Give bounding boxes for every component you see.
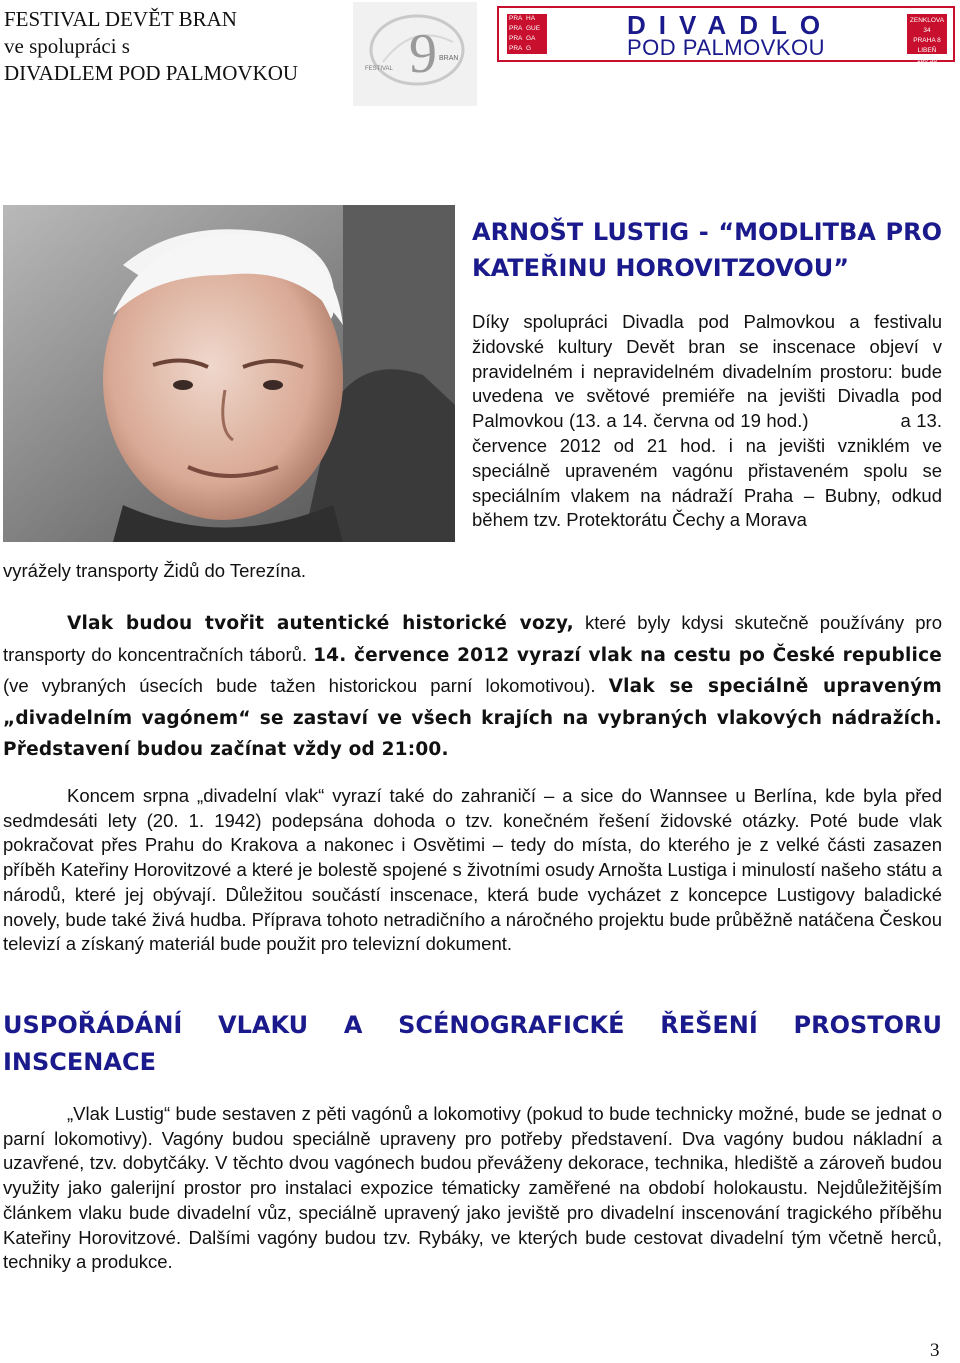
page-number: 3	[930, 1340, 940, 1361]
city-block-text: HA	[526, 15, 536, 22]
city-block-text: PRA	[509, 45, 523, 52]
festival-logo-number: 9	[409, 23, 437, 85]
portrait-photo	[3, 205, 455, 542]
festival-logo-word2: BRAN	[439, 55, 459, 62]
p1-bold: 14. července 2012 vyrazí vlak na cestu po České republice	[313, 644, 942, 666]
header-text	[4, 6, 354, 87]
city-block-text: PRA	[509, 25, 523, 32]
section-title: USPOŘÁDÁNÍ VLAKU A SCÉNOGRAFICKÉ ŘEŠENÍ PROSTORU INSCENACE	[3, 1011, 942, 1076]
address-line: PRAHA 8	[913, 37, 941, 44]
header-line: ve spolupráci s	[4, 34, 130, 58]
p1-text: které byly kdysi skutečně používány pro transporty do koncentračních táborů.	[3, 612, 942, 665]
city-block-text: PRA	[509, 35, 523, 42]
portrait-image	[3, 205, 455, 542]
divadlo-logo	[497, 6, 955, 62]
city-block-text: GA	[526, 35, 536, 42]
paragraph-train-layout: „Vlak Lustig“ bude sestaven z pěti vagónů a lokomotivy (pokud to bude technicky možné, bude se jednat o parní lokomotivy). Vagóny budou speciálně upraveny pro potřeby představení. Dva vagóny budou nákladní a uzavřené, tzv. dobytčáky. V těchto dvou vagónech budou převáženy dekorace, technika, hlediště a zároveň budou využity jako galerijní prostor pro instalaci expozice tématicky zaměřené na období holokaustu. Nejdůležitějším článkem vlaku bude divadelní vůz, speciálně upravený jako jeviště pro divadelní inscenování tragického příběhu Kateřiny Horovitzové. Dalšími vagóny budou tzv. Rybáky, ve kterých bude cestovat divadelní tým včetně herců, techniky a produkce.	[3, 1103, 942, 1273]
divadlo-logo-address-block	[907, 14, 947, 64]
address-line: 180 36	[917, 57, 937, 64]
festival-logo	[353, 2, 477, 106]
address-line: LIBEŇ	[917, 47, 937, 54]
photo-caption-continuation: vyrážely transporty Židů do Terezína.	[3, 560, 306, 581]
p1-text: (ve vybraných úsecích bude tažen historickou parní lokomotivou).	[3, 675, 609, 697]
divadlo-logo-title: DIVADLO	[627, 10, 834, 40]
paragraph-abroad: Koncem srpna „divadelní vlak“ vyrazí také do zahraničí – a sice do Wannsee u Berlína, kde byla před sedmdesáti lety (20. 1. 1942) podepsána dohoda o tzv. konečném řešení židovské otázky. Poté bude vlak pokračovat přes Prahu do Krakova a nakonec i Osvětimi – tedy do místa, do kterého je z velké části zasazen příběh Kateřiny Horovitzové a které je bolestě spojené s životními osudy Arnošta Lustiga i minulostí našeho státu a národů, které jej obývají. Důležitou součástí inscenace, která bude vycházet z koncepce Lustigovy baladické novely, bude také živá hudba. Příprava tohoto netradičního a náročného projektu bude průběžně natáčena Českou televizí a získaný materiál bude použit pro televizní dokument.	[3, 785, 942, 955]
divadlo-logo-subtitle: POD PALMOVKOU	[627, 35, 826, 60]
header-line: FESTIVAL DEVĚT BRAN	[4, 7, 237, 31]
intro-text-b: a 13. července 2012 od 21 hod. i na jevišti vzniklém ve speciálně upraveném vagónu přistaveném spolu se speciálním vlakem na nádraží Praha – Bubny, odkud během tzv. Protektorátu Čechy a Morava	[472, 410, 942, 531]
festival-logo-graphic	[353, 2, 477, 106]
address-line: ZENKLOVA 34	[909, 17, 945, 34]
divadlo-logo-city-block	[507, 14, 547, 54]
article-intro	[472, 310, 942, 533]
p1-bold: Vlak budou tvořit autentické historické vozy,	[67, 613, 574, 634]
festival-logo-word: FESTIVAL	[365, 66, 393, 72]
city-block-text: GUE	[526, 25, 541, 32]
p1-bold: Vlak se speciálně upraveným „divadelním vagónem“ se zastaví ve všech krajích na vybraných vlakových nádražích. Představení budou začínat vždy od 21:00.	[3, 676, 942, 761]
paragraph-train	[3, 608, 942, 766]
city-block-text: G	[526, 45, 532, 52]
article-title: ARNOŠT LUSTIG - “MODLITBA PRO KATEŘINU HOROVITZOVOU”	[472, 218, 942, 282]
city-block-text: PRA	[509, 15, 523, 22]
header-line: DIVADLEM POD PALMOVKOU	[4, 61, 299, 85]
intro-text-a: Díky spolupráci Divadla pod Palmovkou a festivalu židovské kultury Devět bran se inscenace objeví v pravidelném i nepravidelném divadelním prostoru: bude uvedena ve světové premiéře na jevišti Divadla pod Palmovkou (13. a 14. června od 19 hod.)	[472, 311, 942, 432]
